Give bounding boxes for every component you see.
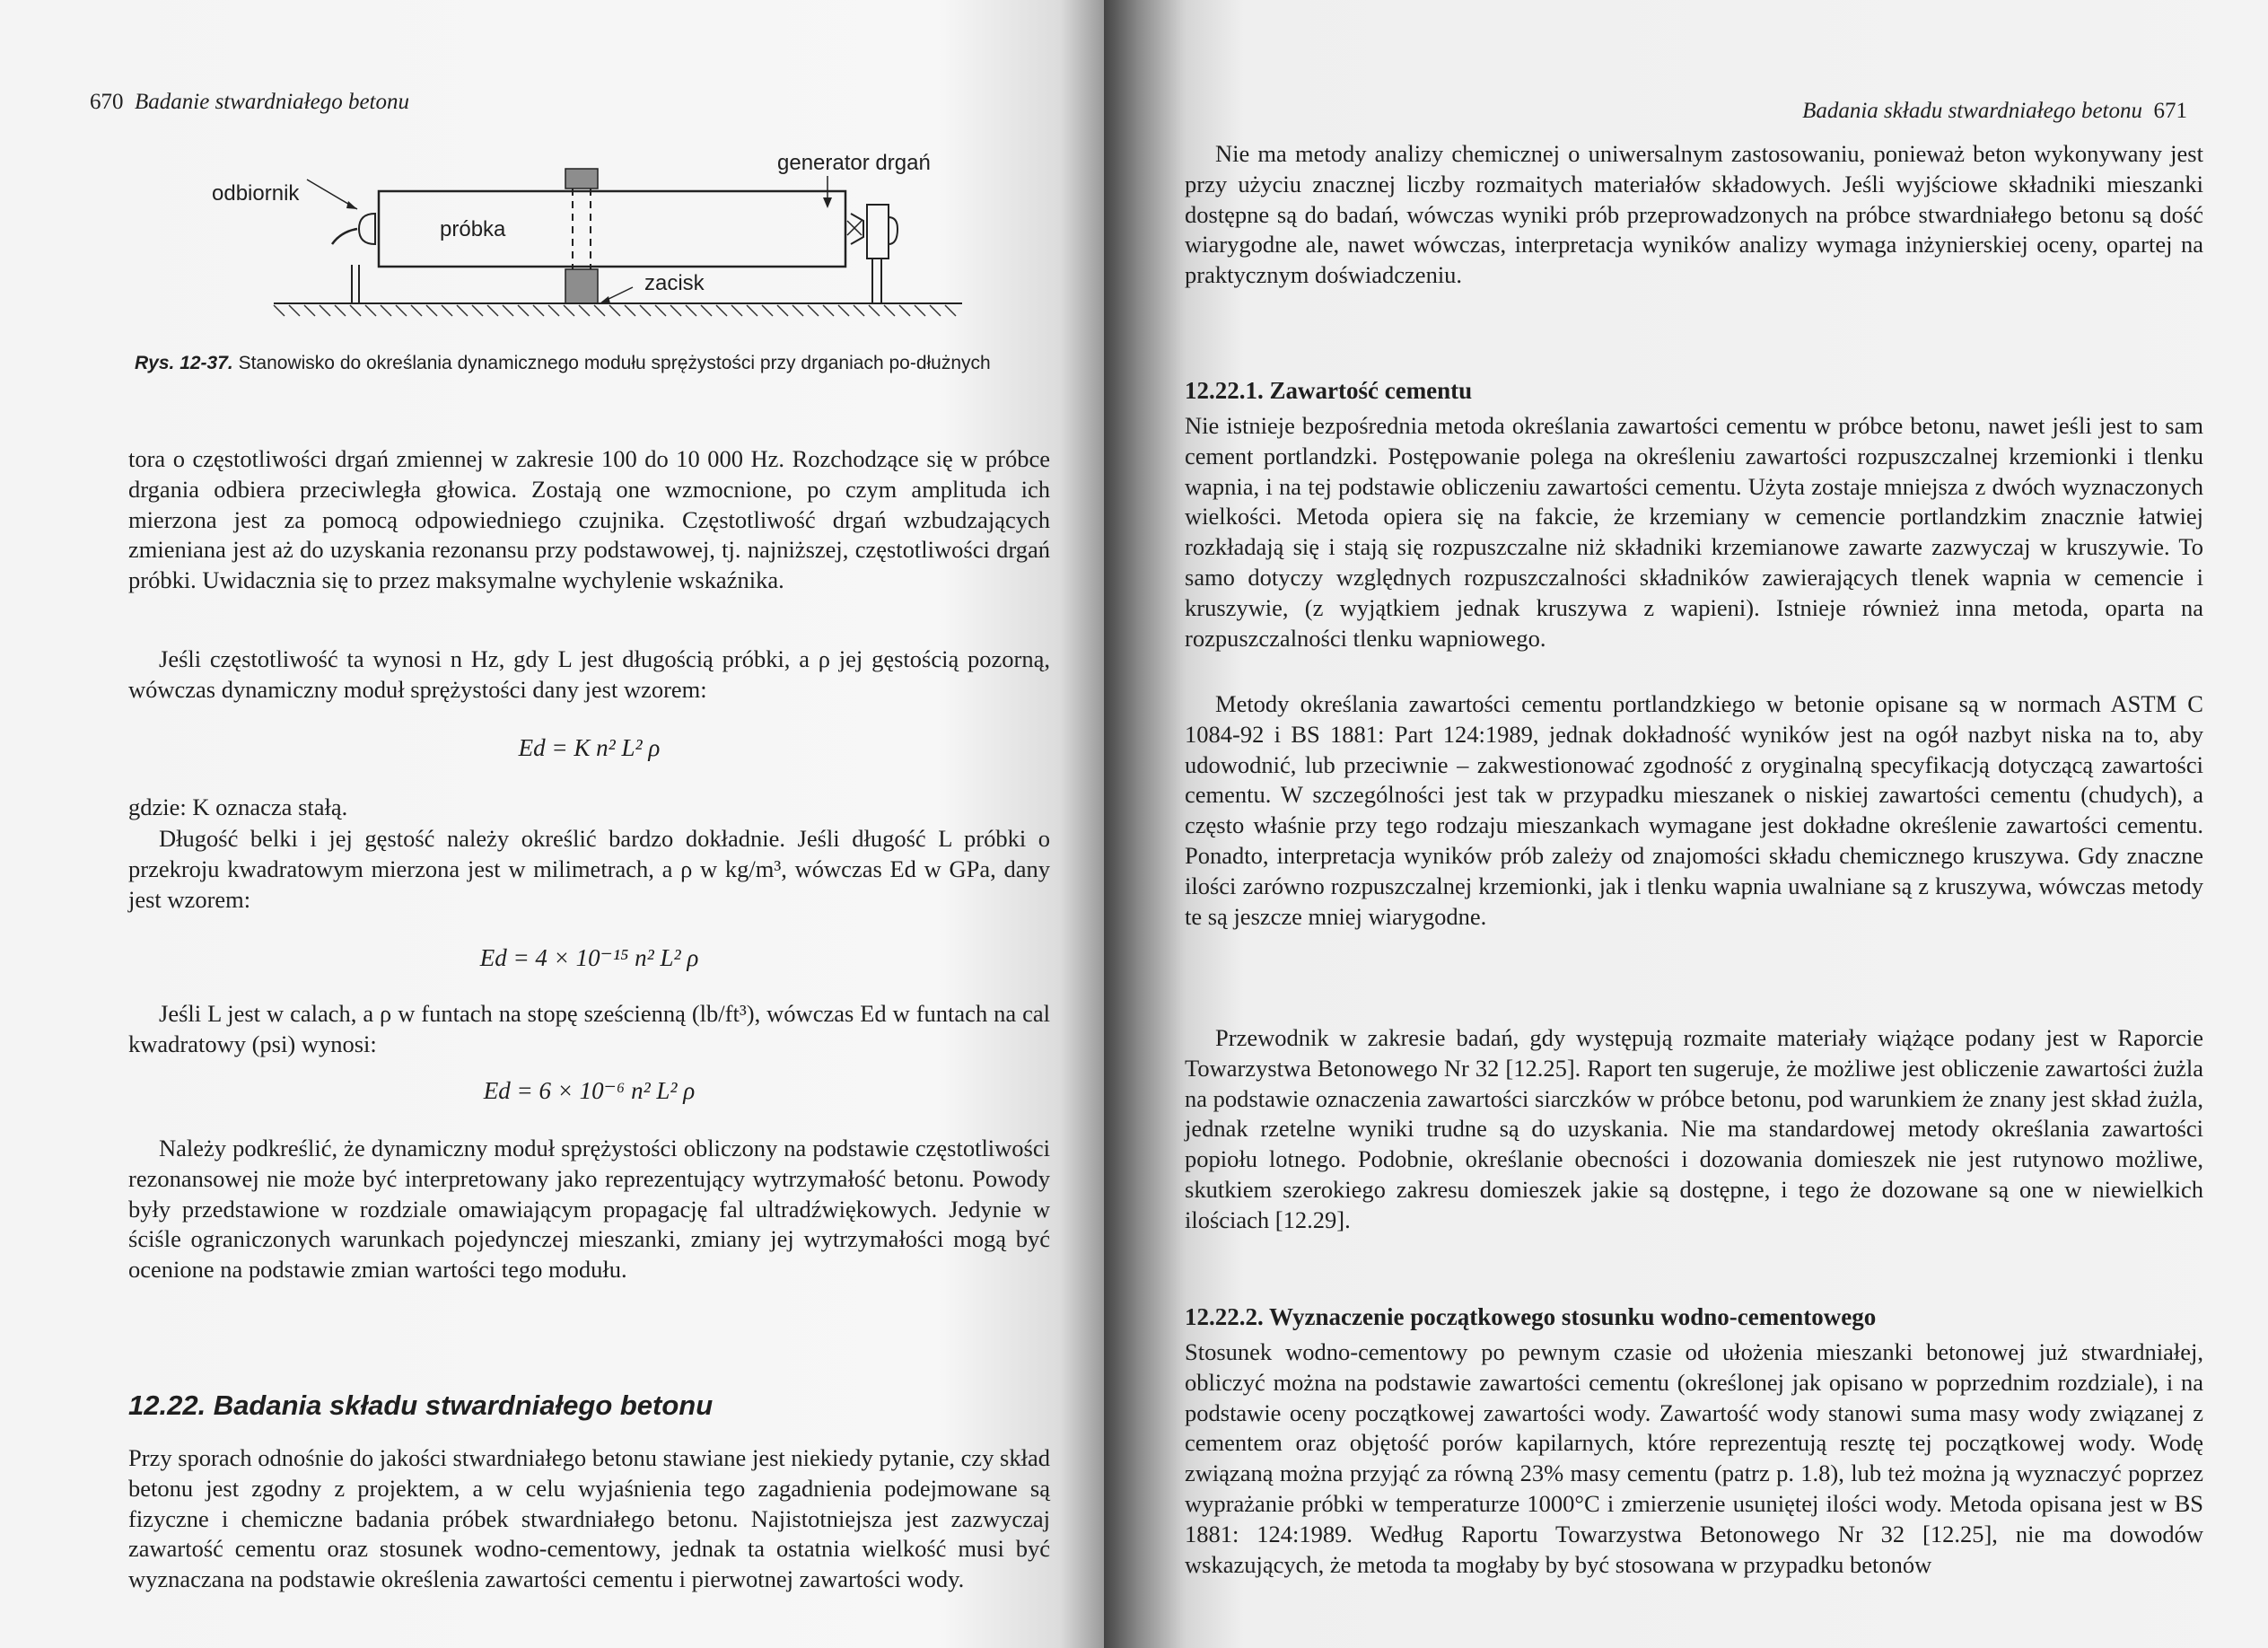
right-page-header [1802, 99, 2187, 124]
figure-label: Rys. 12-37. [135, 353, 233, 373]
clamp-top [565, 169, 598, 188]
figure-caption [135, 352, 1041, 375]
subsection-1-heading: 12.22.1. Zawartość cementu [1185, 377, 1473, 404]
right-page-number: 671 [2153, 99, 2187, 123]
formula-3: Ed = 6 × 10⁻⁶ n² L² ρ [483, 1077, 696, 1104]
right-paragraph-5: Stosunek wodno-cementowy po pewnym czasie od ułożenia mieszanki betonowej już stwardniałej, obliczyć można na podstawie zawartości cementu (określonej jak opisano w poprzednim rozdziale), i na podstawie oceny początkowej zawartości wody. Zawartość wody stanowi suma masy wody związanej z cementem oraz objętość porów kapilarnych, które reprezentują resztę tej początkowej wody. Wodę związaną można przyjąć za równą 23% masy cementu (patrz p. 1.8), lub też można ją wyznaczyć poprzez wyprażanie próbki w temperaturze 1000°C i zmierzenie usuniętej ilości wody. Metoda opisana jest w BS 1881: 124:1989. Według Raportu Towarzystwa Betonowego Nr 32 [12.25], nie ma dowodów wskazujących, że metoda ta mogłaby by być stosowana w przypadku betonów [1185, 1338, 2203, 1578]
label-generator: generator drgań [777, 151, 931, 175]
left-running-title: Badanie stwardniałego betonu [135, 90, 409, 114]
clamp-bottom [565, 269, 598, 303]
figure-caption-text: Stanowisko do określania dynamicznego modułu sprężystości przy drganiach po-dłużnych [238, 353, 991, 373]
label-clamp: zacisk [644, 271, 705, 295]
right-paragraph-2: Nie istnieje bezpośrednia metoda określania zawartości cementu w próbce betonu, nawet jeśli jest to sam cement portlandzki. Postępowanie polega na określeniu zawartości rozpuszczalnej krzemionki i tlenku wapnia, i na tej podstawie obliczeniu zawartości cementu. Użyta zostaje mniejsza z dwóch wyznaczonych wielkości. Metoda opiera się na fakcie, że krzemiany w cemencie portlandzkim znacznie łatwiej rozkładają się i stają się rozpuszczalne niż składniki krzemianowe zawarte zazwyczaj w kruszywie. To samo dotyczy względnych rozpuszczalności składników zawierających tlenek wapnia w cemencie i kruszywie, (z wyjątkiem jednak kruszywa z wapieni). Istnieje również inna metoda, oparta na rozpuszczalności tlenku wapniowego. [1185, 412, 2203, 652]
left-paragraph-5: Należy podkreślić, że dynamiczny moduł sprężystości obliczony na podstawie częstotliwości rezonansowej nie może być interpretowany jako reprezentujący wytrzymałość betonu. Powody były przedstawione w rozdziale omawiającym propagację fal ultradźwiękowych. Jedynie w ściśle ograniczonych warunkach pojedynczej mieszanki, zmiany jej wytrzymałości mogą być ocenione na podstawie zmian wartości tego modułu. [128, 1135, 1050, 1284]
formula-2: Ed = 4 × 10⁻¹⁵ n² L² ρ [479, 944, 699, 971]
left-page-number: 670 [90, 90, 124, 114]
right-page [1104, 0, 2268, 1648]
left-page-header [90, 90, 409, 115]
left-paragraph-3: Długość belki i jej gęstość należy określić bardzo dokładnie. Jeśli długość L próbki o przekroju kwadratowym mierzona jest w milimetrach, a ρ w kg/m³, wówczas Ed w GPa, dany jest wzorem: [128, 825, 1050, 913]
right-running-title: Badania składu stwardniałego betonu [1802, 99, 2142, 123]
section-heading: 12.22. Badania składu stwardniałego betonu [128, 1389, 714, 1421]
left-paragraph-2: Jeśli częstotliwość ta wynosi n Hz, gdy L jest długością próbki, a ρ jej gęstością pozorną, wówczas dynamiczny moduł sprężystości dany jest wzorem: [128, 645, 1050, 703]
subsection-2-heading: 12.22.2. Wyznaczenie początkowego stosunku wodno-cementowego [1185, 1303, 1877, 1330]
label-receiver: odbiornik [212, 181, 300, 206]
left-paragraph-4: Jeśli L jest w calach, a ρ w funtach na stopę sześcienną (lb/ft³), wówczas Ed w funtach na cal kwadratowy (psi) wynosi: [128, 1000, 1050, 1057]
ground-hatching [274, 305, 956, 316]
where-line: gdzie: K oznacza stałą. [128, 793, 348, 820]
label-sample: próbka [440, 217, 506, 241]
left-paragraph-6: Przy sporach odnośnie do jakości stwardniałego betonu stawiane jest niekiedy pytanie, czy skład betonu jest zgodny z projektem, a w celu wyjaśnienia tego zagadnienia podejmowane są fizyczne i chemiczne badania próbek stwardniałego betonu. Najistotniejsza jest zazwyczaj zawartość cementu oraz stosunek wodno-cementowy, jednak ta ostatnia wielkość musi być wyznaczana na podstawie określenia zawartości cementu i pierwotnej zawartości wody. [128, 1444, 1050, 1593]
left-page [0, 0, 1104, 1648]
right-paragraph-1: Nie ma metody analizy chemicznej o uniwersalnym zastosowaniu, ponieważ beton wykonywany jest przy użyciu znacznej liczby rozmaitych materiałów składowych. Jeśli wyjściowe składniki mieszanki dostępne są do badań, wówczas wyniki prób przeprowadzonych na próbce stwardniałego betonu są dość wiarygodne ale, nawet wówczas, interpretacja wyników analizy wymaga inżynierskiej oceny, opartej na praktycznym doświadczeniu. [1185, 140, 2203, 289]
left-paragraph-1: tora o częstotliwości drgań zmiennej w zakresie 100 do 10 000 Hz. Rozchodzące się w próbce drgania odbiera przeciwległa głowica. Zostają one wzmocnione, po czym amplituda ich mierzona jest za pomocą odpowiedniego czujnika. Częstotliwość drgań wzbudzających zmieniana jest aż do uzyskania rezonansu przy podstawowej, tj. najniższej, częstotliwości drgań próbki. Uwidacznia się to przez maksymalne wychylenie wskaźnika. [128, 445, 1050, 594]
formula-1: Ed = K n² L² ρ [518, 734, 661, 761]
diagram-drawing [0, 135, 1104, 341]
receiver-head [359, 214, 375, 244]
right-paragraph-4: Przewodnik w zakresie badań, gdy występują rozmaite materiały wiążące podany jest w Raporcie Towarzystwa Betonowego Nr 32 [12.25]. Raport ten sugeruje, że możliwe jest obliczenie zawartości żużla na podstawie oznaczenia zawartości siarczków w próbce betonu, pod warunkiem że znany jest skład żużla, jednak rzetelne wyniki trudne są do uzyskania. Nie ma standardowej metody określania zawartości popiołu lotnego. Podobnie, określanie obecności i dozowania domieszek nie jest rutynowo możliwe, skutkiem szerokiego zakresu domieszek jakie są dostępne, i tego że dozowane są one w niewielkich ilościach [12.29]. [1185, 1024, 2203, 1233]
test-setup-diagram [0, 135, 1104, 341]
right-paragraph-3: Metody określania zawartości cementu portlandzkiego w betonie opisane są w normach ASTM C 1084-92 i BS 1881: Part 124:1989, jednak dokładność wyników jest na ogół nazbyt niska na to, aby udowodnić, lub przeciwnie – zakwestionować zgodność z oryginalną specyfikacją dotyczącą zawartości cementu. W szczególności jest tak w przypadku mieszanek o niskiej zawartości cementu (chudych), a często właśnie przy tego rodzaju mieszankach wymagane jest dokładne określenie zawartości cementu. Ponadto, interpretacja wyników prób zależy od znajomości składu chemicznego kruszywa. Gdy znaczne ilości zarówno rozpuszczalnej krzemionki, jak i tlenku wapnia uwalniane są z kruszywa, wówczas metody te są jeszcze mniej wiarygodne. [1185, 690, 2203, 930]
